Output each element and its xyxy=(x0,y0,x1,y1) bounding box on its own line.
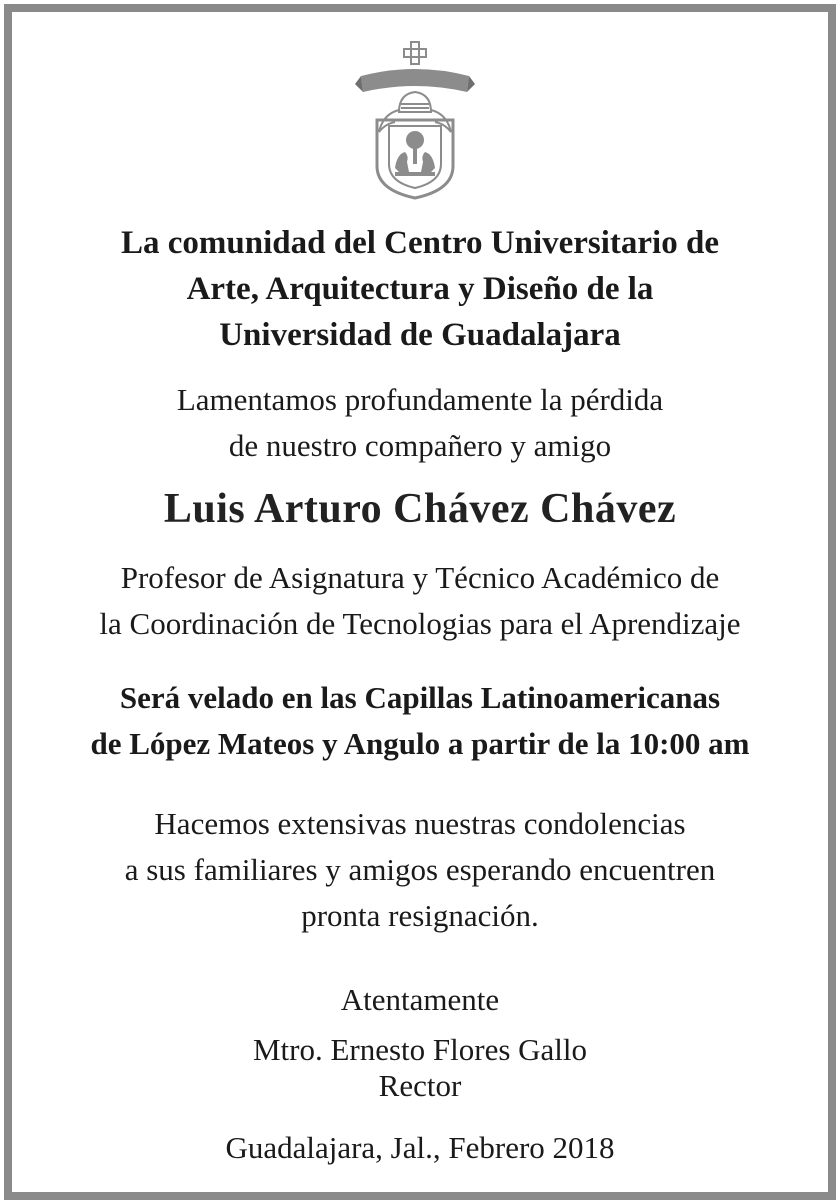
message-line-1: Hacemos extensivas nuestras condolencias xyxy=(154,806,686,841)
signature-title: Rector xyxy=(378,1068,462,1103)
university-seal-icon xyxy=(355,40,475,200)
signature-closing: Atentamente xyxy=(340,982,500,1017)
notice-frame xyxy=(4,4,836,1200)
message-line-2: a sus familiares y amigos esperando encuentren xyxy=(124,852,716,887)
place-date: Guadalajara, Jal., Febrero 2018 xyxy=(225,1130,615,1165)
heading-line-3: Universidad de Guadalajara xyxy=(219,317,621,353)
message-line-3: pronta resignación. xyxy=(301,898,539,933)
condolence-line-2: de nuestro compañero y amigo xyxy=(228,428,612,463)
wake-line-1: Será velado en las Capillas Latinoamericanas xyxy=(119,680,721,715)
position-line-1: Profesor de Asignatura y Técnico Académico de xyxy=(120,560,720,595)
heading-line-2: Arte, Arquitectura y Diseño de la xyxy=(186,271,654,307)
position-line-2: la Coordinación de Tecnologias para el Aprendizaje xyxy=(99,606,741,641)
signature-name: Mtro. Ernesto Flores Gallo xyxy=(252,1032,588,1067)
condolence-line-1: Lamentamos profundamente la pérdida xyxy=(176,382,664,417)
wake-line-2: de López Mateos y Angulo a partir de la 10:00 am xyxy=(90,726,750,761)
deceased-name: Luis Arturo Chávez Chávez xyxy=(163,486,677,532)
notice-content xyxy=(12,12,828,1192)
heading-line-1: La comunidad del Centro Universitario de xyxy=(121,225,719,261)
